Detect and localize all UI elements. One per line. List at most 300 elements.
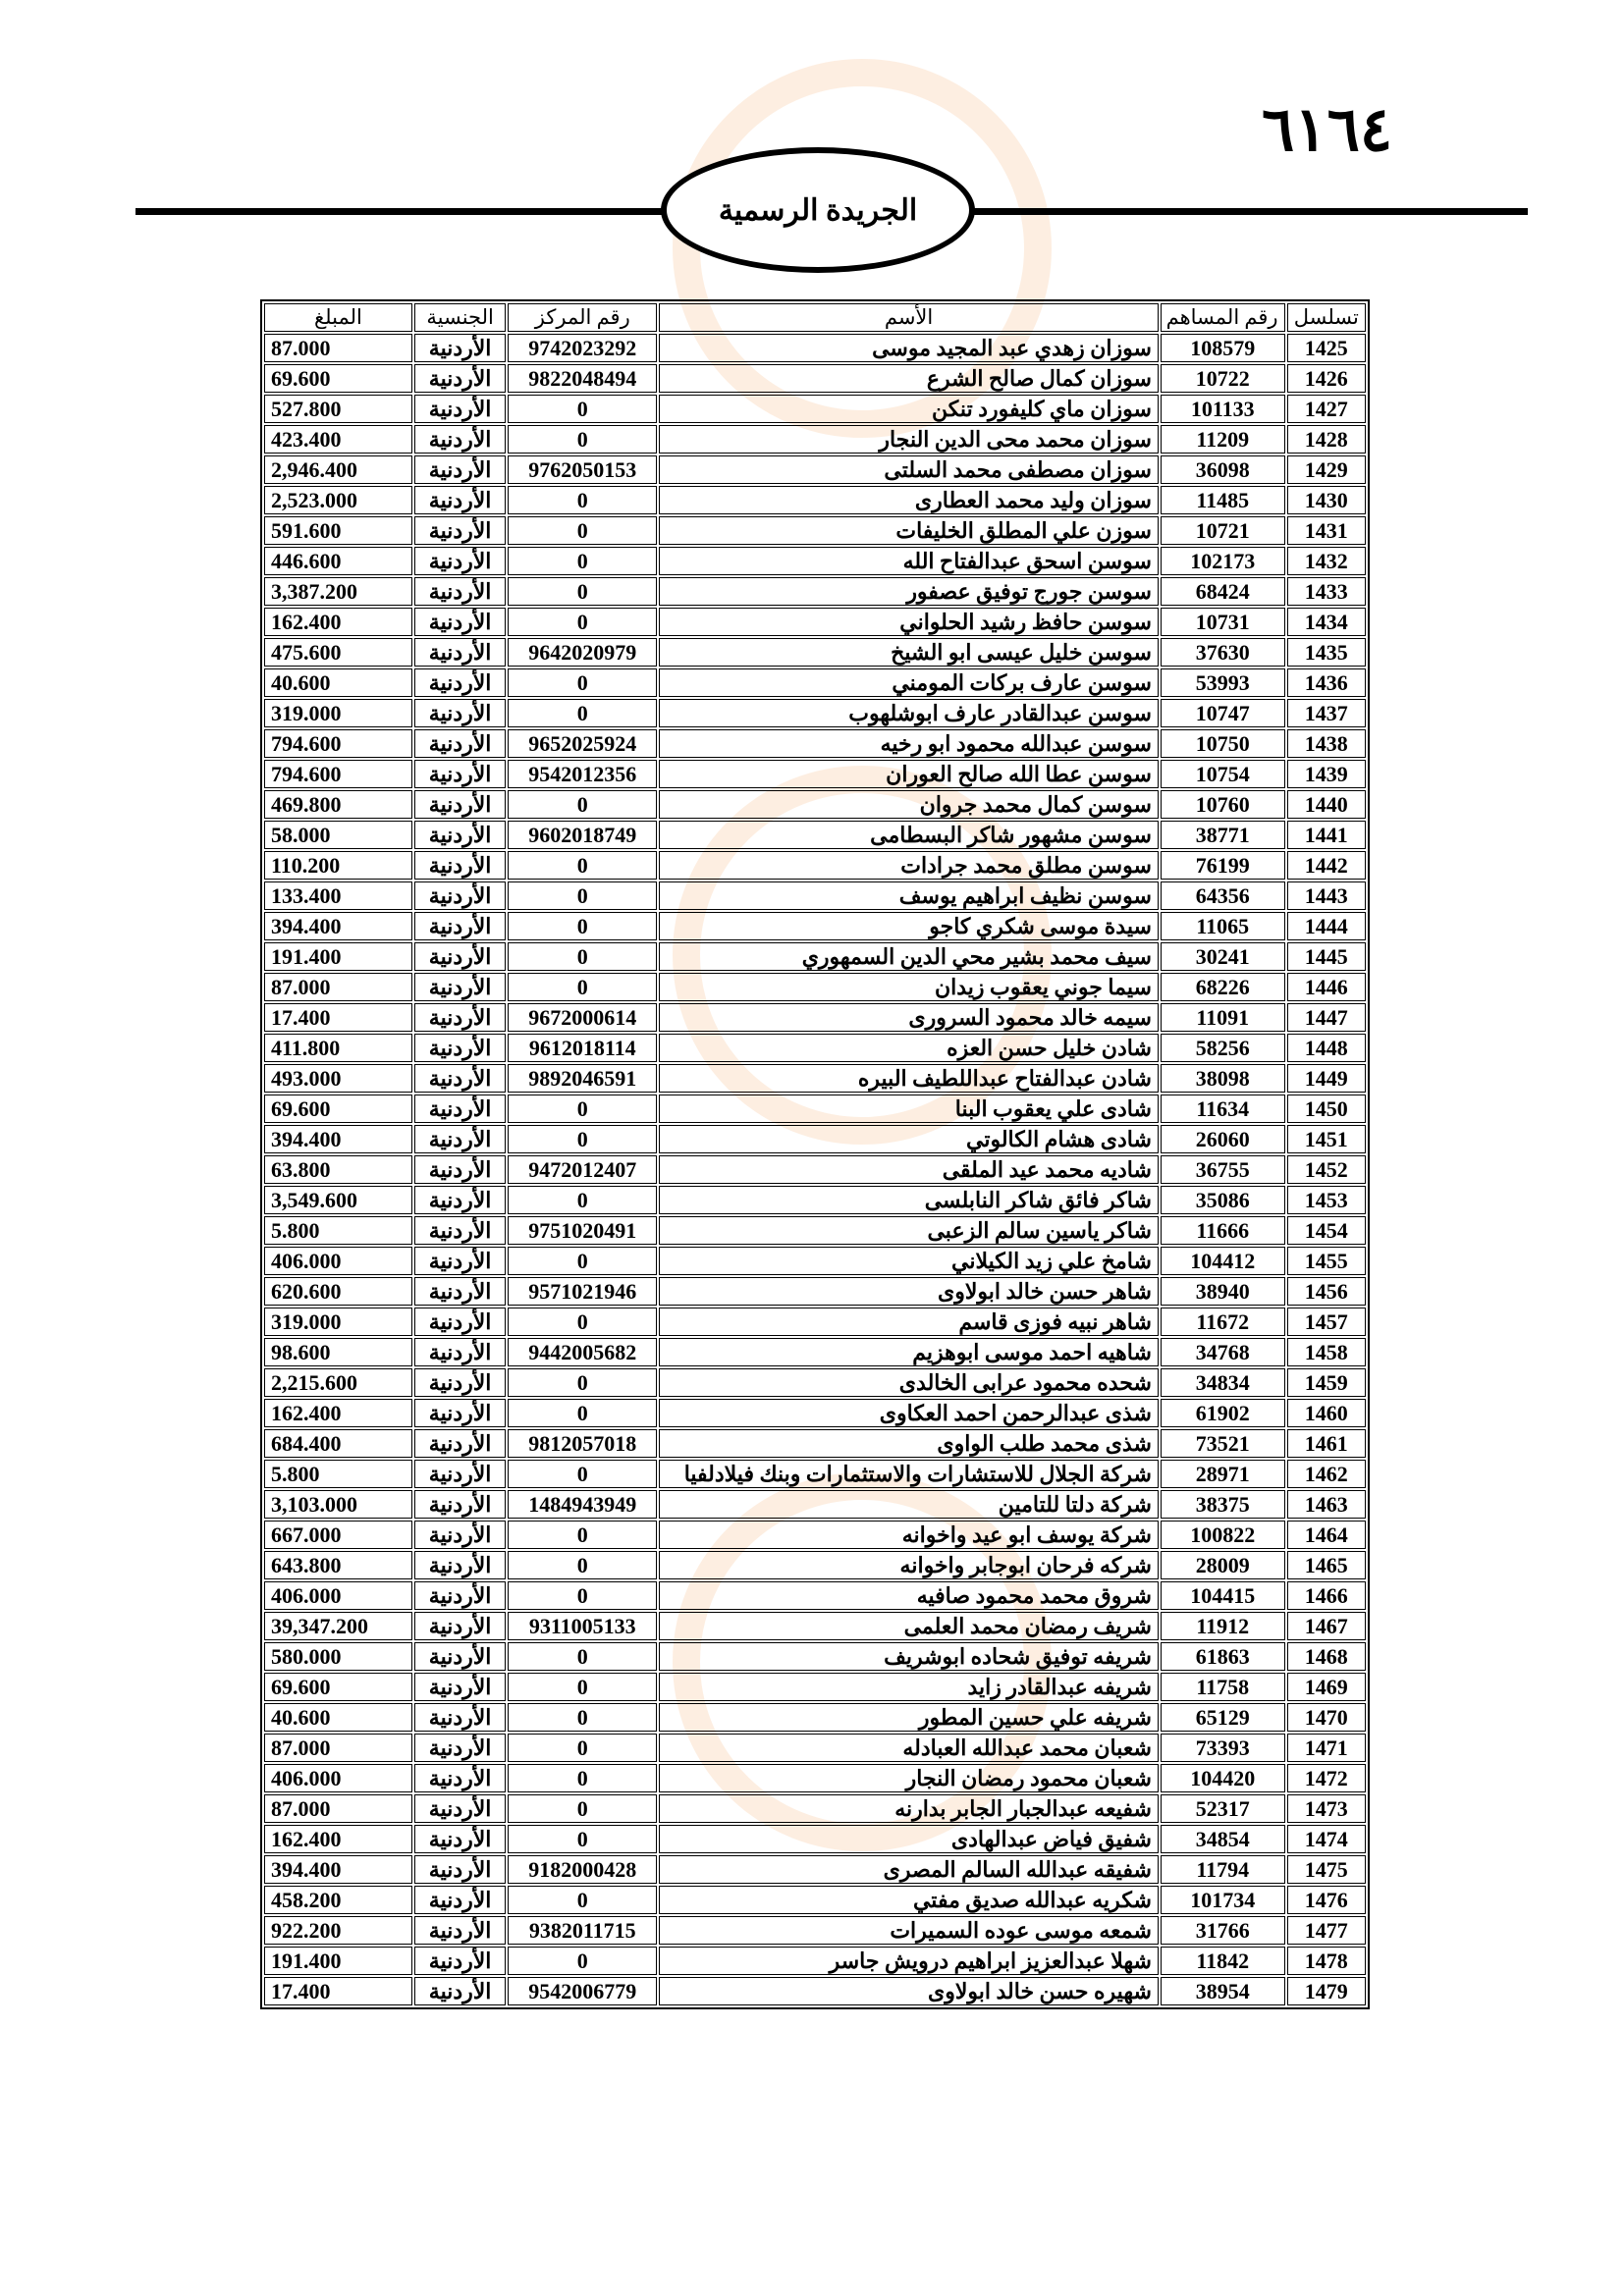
cell-center-no: 0 bbox=[508, 1642, 657, 1671]
cell-name: شهلا عبدالعزيز ابراهيم درويش جاسر bbox=[659, 1947, 1159, 1975]
cell-name: سوزن علي المطلق الخليفات bbox=[659, 516, 1159, 545]
cell-nationality: الأردنية bbox=[414, 942, 507, 971]
table-row bbox=[264, 1521, 1366, 1549]
cell-name: شحده محمود عرابى الخالدى bbox=[659, 1368, 1159, 1397]
cell-amount: 87.000 bbox=[264, 973, 412, 1001]
cell-amount: 110.200 bbox=[264, 851, 412, 880]
cell-nationality: الأردنية bbox=[414, 1642, 507, 1671]
cell-serial: 1456 bbox=[1287, 1277, 1366, 1306]
cell-serial: 1474 bbox=[1287, 1825, 1366, 1853]
cell-contributor-no: 35086 bbox=[1161, 1186, 1285, 1214]
table-row bbox=[264, 760, 1366, 788]
cell-center-no: 0 bbox=[508, 1734, 657, 1762]
cell-serial: 1450 bbox=[1287, 1095, 1366, 1123]
cell-contributor-no: 10760 bbox=[1161, 790, 1285, 819]
header-nationality: الجنسية bbox=[414, 303, 507, 332]
cell-amount: 493.000 bbox=[264, 1064, 412, 1093]
cell-amount: 406.000 bbox=[264, 1764, 412, 1792]
cell-name: شاهيه احمد موسى ابوهزيم bbox=[659, 1338, 1159, 1366]
cell-contributor-no: 38940 bbox=[1161, 1277, 1285, 1306]
cell-name: سوسن عطا الله صالح العوران bbox=[659, 760, 1159, 788]
cell-amount: 794.600 bbox=[264, 729, 412, 758]
cell-name: سوزان ماي كليفورد تنكن bbox=[659, 395, 1159, 423]
cell-contributor-no: 61863 bbox=[1161, 1642, 1285, 1671]
cell-amount: 3,549.600 bbox=[264, 1186, 412, 1214]
cell-nationality: الأردنية bbox=[414, 395, 507, 423]
cell-center-no: 9812057018 bbox=[508, 1429, 657, 1458]
cell-amount: 406.000 bbox=[264, 1247, 412, 1275]
cell-name: شاكر ياسين سالم الزعبى bbox=[659, 1216, 1159, 1245]
cell-amount: 40.600 bbox=[264, 1703, 412, 1732]
cell-contributor-no: 26060 bbox=[1161, 1125, 1285, 1153]
cell-name: شادن خليل حسن العزه bbox=[659, 1034, 1159, 1062]
cell-serial: 1441 bbox=[1287, 821, 1366, 849]
cell-nationality: الأردنية bbox=[414, 1703, 507, 1732]
cell-nationality: الأردنية bbox=[414, 1338, 507, 1366]
table-row bbox=[264, 1064, 1366, 1093]
cell-serial: 1469 bbox=[1287, 1673, 1366, 1701]
cell-center-no: 9822048494 bbox=[508, 364, 657, 393]
cell-center-no: 0 bbox=[508, 912, 657, 940]
cell-amount: 394.400 bbox=[264, 912, 412, 940]
cell-serial: 1461 bbox=[1287, 1429, 1366, 1458]
table-row bbox=[264, 1551, 1366, 1579]
cell-center-no: 0 bbox=[508, 1673, 657, 1701]
table-row bbox=[264, 1764, 1366, 1792]
cell-center-no: 0 bbox=[508, 881, 657, 910]
cell-contributor-no: 36098 bbox=[1161, 455, 1285, 484]
cell-contributor-no: 38954 bbox=[1161, 1977, 1285, 2005]
cell-serial: 1478 bbox=[1287, 1947, 1366, 1975]
cell-name: سوسن عبدالقادر عارف ابوشلهوب bbox=[659, 699, 1159, 727]
header-serial: تسلسل bbox=[1287, 303, 1366, 332]
cell-nationality: الأردنية bbox=[414, 1186, 507, 1214]
cell-contributor-no: 11666 bbox=[1161, 1216, 1285, 1245]
cell-nationality: الأردنية bbox=[414, 1034, 507, 1062]
cell-contributor-no: 104415 bbox=[1161, 1581, 1285, 1610]
cell-center-no: 9542006779 bbox=[508, 1977, 657, 2005]
cell-contributor-no: 61902 bbox=[1161, 1399, 1285, 1427]
cell-name: شفيقه عبدالله السالم المصرى bbox=[659, 1855, 1159, 1884]
cell-name: شاديه محمد عيد الملقى bbox=[659, 1155, 1159, 1184]
cell-amount: 133.400 bbox=[264, 881, 412, 910]
cell-center-no: 0 bbox=[508, 942, 657, 971]
cell-nationality: الأردنية bbox=[414, 973, 507, 1001]
cell-serial: 1472 bbox=[1287, 1764, 1366, 1792]
cell-amount: 684.400 bbox=[264, 1429, 412, 1458]
cell-nationality: الأردنية bbox=[414, 1125, 507, 1153]
cell-serial: 1453 bbox=[1287, 1186, 1366, 1214]
cell-name: سوزان وليد محمد العطارى bbox=[659, 486, 1159, 514]
cell-amount: 40.600 bbox=[264, 668, 412, 697]
cell-contributor-no: 73393 bbox=[1161, 1734, 1285, 1762]
table-row bbox=[264, 638, 1366, 667]
cell-nationality: الأردنية bbox=[414, 729, 507, 758]
cell-name: سوسن عارف بركات المومني bbox=[659, 668, 1159, 697]
cell-serial: 1425 bbox=[1287, 334, 1366, 362]
cell-amount: 162.400 bbox=[264, 1825, 412, 1853]
cell-contributor-no: 34834 bbox=[1161, 1368, 1285, 1397]
table-row bbox=[264, 1186, 1366, 1214]
cell-amount: 3,387.200 bbox=[264, 577, 412, 606]
page-number: ٦١٦٤ bbox=[1262, 97, 1393, 164]
table-row bbox=[264, 1308, 1366, 1336]
cell-nationality: الأردنية bbox=[414, 851, 507, 880]
table-row bbox=[264, 912, 1366, 940]
cell-center-no: 0 bbox=[508, 486, 657, 514]
cell-amount: 620.600 bbox=[264, 1277, 412, 1306]
cell-center-no: 0 bbox=[508, 1764, 657, 1792]
cell-name: سيدة موسى شكري كاجو bbox=[659, 912, 1159, 940]
cell-name: شروق محمد محمود صافيه bbox=[659, 1581, 1159, 1610]
cell-contributor-no: 11794 bbox=[1161, 1855, 1285, 1884]
cell-nationality: الأردنية bbox=[414, 1977, 507, 2005]
cell-serial: 1430 bbox=[1287, 486, 1366, 514]
cell-amount: 922.200 bbox=[264, 1916, 412, 1945]
cell-serial: 1477 bbox=[1287, 1916, 1366, 1945]
cell-contributor-no: 11758 bbox=[1161, 1673, 1285, 1701]
cell-amount: 394.400 bbox=[264, 1125, 412, 1153]
cell-nationality: الأردنية bbox=[414, 1277, 507, 1306]
cell-center-no: 9672000614 bbox=[508, 1003, 657, 1032]
cell-nationality: الأردنية bbox=[414, 1247, 507, 1275]
cell-name: شاهر نبيه فوزى قاسم bbox=[659, 1308, 1159, 1336]
cell-serial: 1440 bbox=[1287, 790, 1366, 819]
cell-serial: 1427 bbox=[1287, 395, 1366, 423]
cell-center-no: 9742023292 bbox=[508, 334, 657, 362]
cell-contributor-no: 11634 bbox=[1161, 1095, 1285, 1123]
cell-amount: 794.600 bbox=[264, 760, 412, 788]
cell-center-no: 0 bbox=[508, 1825, 657, 1853]
cell-name: سوسن كمال محمد جروان bbox=[659, 790, 1159, 819]
cell-amount: 527.800 bbox=[264, 395, 412, 423]
table-row bbox=[264, 1399, 1366, 1427]
table-row bbox=[264, 1886, 1366, 1914]
cell-amount: 69.600 bbox=[264, 1095, 412, 1123]
cell-name: شريفه عبدالقادر زايد bbox=[659, 1673, 1159, 1701]
table-row bbox=[264, 516, 1366, 545]
header-name: الأسم bbox=[659, 303, 1159, 332]
cell-serial: 1465 bbox=[1287, 1551, 1366, 1579]
cell-nationality: الأردنية bbox=[414, 1734, 507, 1762]
table-row bbox=[264, 608, 1366, 636]
cell-center-no: 0 bbox=[508, 1947, 657, 1975]
cell-serial: 1444 bbox=[1287, 912, 1366, 940]
cell-name: شركة يوسف ابو عيد واخوانه bbox=[659, 1521, 1159, 1549]
cell-name: شكريه عبدالله صديق مفتي bbox=[659, 1886, 1159, 1914]
cell-nationality: الأردنية bbox=[414, 912, 507, 940]
cell-nationality: الأردنية bbox=[414, 699, 507, 727]
cell-serial: 1459 bbox=[1287, 1368, 1366, 1397]
cell-center-no: 0 bbox=[508, 1125, 657, 1153]
shareholders-table bbox=[260, 299, 1370, 2009]
cell-center-no: 9762050153 bbox=[508, 455, 657, 484]
cell-serial: 1429 bbox=[1287, 455, 1366, 484]
table-row bbox=[264, 1003, 1366, 1032]
cell-contributor-no: 10747 bbox=[1161, 699, 1285, 727]
cell-amount: 2,946.400 bbox=[264, 455, 412, 484]
table-row bbox=[264, 1277, 1366, 1306]
cell-contributor-no: 38098 bbox=[1161, 1064, 1285, 1093]
cell-name: شريفه توفيق شحاده ابوشريف bbox=[659, 1642, 1159, 1671]
table-row bbox=[264, 395, 1366, 423]
cell-center-no: 9612018114 bbox=[508, 1034, 657, 1062]
table-row bbox=[264, 1855, 1366, 1884]
cell-serial: 1457 bbox=[1287, 1308, 1366, 1336]
cell-nationality: الأردنية bbox=[414, 1886, 507, 1914]
cell-name: شذى عبدالرحمن احمد العكاوى bbox=[659, 1399, 1159, 1427]
cell-contributor-no: 101133 bbox=[1161, 395, 1285, 423]
cell-name: سوزان محمد محى الدين النجار bbox=[659, 425, 1159, 454]
cell-amount: 3,103.000 bbox=[264, 1490, 412, 1519]
cell-center-no: 0 bbox=[508, 790, 657, 819]
cell-nationality: الأردنية bbox=[414, 1490, 507, 1519]
cell-serial: 1475 bbox=[1287, 1855, 1366, 1884]
cell-center-no: 0 bbox=[508, 1460, 657, 1488]
cell-center-no: 0 bbox=[508, 1886, 657, 1914]
cell-nationality: الأردنية bbox=[414, 1612, 507, 1640]
cell-amount: 63.800 bbox=[264, 1155, 412, 1184]
cell-center-no: 9652025924 bbox=[508, 729, 657, 758]
cell-name: شفيعه عبدالجبار الجابر بدارنه bbox=[659, 1794, 1159, 1823]
cell-nationality: الأردنية bbox=[414, 608, 507, 636]
cell-name: شامخ علي زيد الكيلاني bbox=[659, 1247, 1159, 1275]
cell-serial: 1446 bbox=[1287, 973, 1366, 1001]
cell-contributor-no: 68424 bbox=[1161, 577, 1285, 606]
cell-serial: 1447 bbox=[1287, 1003, 1366, 1032]
table-row bbox=[264, 790, 1366, 819]
cell-contributor-no: 11209 bbox=[1161, 425, 1285, 454]
cell-nationality: الأردنية bbox=[414, 1855, 507, 1884]
cell-serial: 1458 bbox=[1287, 1338, 1366, 1366]
cell-center-no: 9311005133 bbox=[508, 1612, 657, 1640]
cell-contributor-no: 11065 bbox=[1161, 912, 1285, 940]
cell-contributor-no: 38771 bbox=[1161, 821, 1285, 849]
cell-nationality: الأردنية bbox=[414, 881, 507, 910]
cell-serial: 1479 bbox=[1287, 1977, 1366, 2005]
cell-name: شريف رمضان محمد العلمى bbox=[659, 1612, 1159, 1640]
cell-center-no: 0 bbox=[508, 516, 657, 545]
table-row bbox=[264, 1216, 1366, 1245]
cell-amount: 469.800 bbox=[264, 790, 412, 819]
cell-contributor-no: 34768 bbox=[1161, 1338, 1285, 1366]
cell-contributor-no: 58256 bbox=[1161, 1034, 1285, 1062]
table-row bbox=[264, 699, 1366, 727]
cell-amount: 87.000 bbox=[264, 334, 412, 362]
cell-center-no: 0 bbox=[508, 1521, 657, 1549]
cell-contributor-no: 104412 bbox=[1161, 1247, 1285, 1275]
table-row bbox=[264, 1794, 1366, 1823]
cell-nationality: الأردنية bbox=[414, 668, 507, 697]
cell-contributor-no: 28009 bbox=[1161, 1551, 1285, 1579]
table-row bbox=[264, 1095, 1366, 1123]
cell-nationality: الأردنية bbox=[414, 1460, 507, 1488]
cell-nationality: الأردنية bbox=[414, 1216, 507, 1245]
table-row bbox=[264, 1673, 1366, 1701]
cell-contributor-no: 11485 bbox=[1161, 486, 1285, 514]
cell-center-no: 0 bbox=[508, 1308, 657, 1336]
table-row bbox=[264, 1947, 1366, 1975]
cell-nationality: الأردنية bbox=[414, 1764, 507, 1792]
cell-amount: 58.000 bbox=[264, 821, 412, 849]
table-row bbox=[264, 1460, 1366, 1488]
cell-contributor-no: 65129 bbox=[1161, 1703, 1285, 1732]
cell-nationality: الأردنية bbox=[414, 455, 507, 484]
cell-amount: 17.400 bbox=[264, 1977, 412, 2005]
cell-name: سيمه خالد محمود السرورى bbox=[659, 1003, 1159, 1032]
table-row bbox=[264, 1125, 1366, 1153]
table-row bbox=[264, 1977, 1366, 2005]
cell-amount: 446.600 bbox=[264, 547, 412, 575]
cell-contributor-no: 52317 bbox=[1161, 1794, 1285, 1823]
cell-serial: 1428 bbox=[1287, 425, 1366, 454]
cell-center-no: 0 bbox=[508, 1794, 657, 1823]
cell-nationality: الأردنية bbox=[414, 1551, 507, 1579]
cell-name: سوسن اسحق عبدالفتاح الله bbox=[659, 547, 1159, 575]
cell-nationality: الأردنية bbox=[414, 1825, 507, 1853]
cell-center-no: 0 bbox=[508, 1703, 657, 1732]
cell-name: سوسن مشهور شاكر البسطامى bbox=[659, 821, 1159, 849]
cell-center-no: 0 bbox=[508, 1368, 657, 1397]
cell-serial: 1455 bbox=[1287, 1247, 1366, 1275]
table-header-row bbox=[264, 303, 1366, 332]
cell-nationality: الأردنية bbox=[414, 790, 507, 819]
cell-name: شركة دلتا للتامين bbox=[659, 1490, 1159, 1519]
table-row bbox=[264, 1612, 1366, 1640]
cell-center-no: 0 bbox=[508, 395, 657, 423]
cell-center-no: 0 bbox=[508, 1247, 657, 1275]
cell-name: شفيق فياض عبدالهادى bbox=[659, 1825, 1159, 1853]
cell-nationality: الأردنية bbox=[414, 1155, 507, 1184]
cell-amount: 2,215.600 bbox=[264, 1368, 412, 1397]
cell-name: سوزان كمال صالح الشرع bbox=[659, 364, 1159, 393]
cell-amount: 643.800 bbox=[264, 1551, 412, 1579]
table-row bbox=[264, 851, 1366, 880]
cell-center-no: 0 bbox=[508, 1399, 657, 1427]
cell-center-no: 9892046591 bbox=[508, 1064, 657, 1093]
cell-serial: 1432 bbox=[1287, 547, 1366, 575]
cell-contributor-no: 36755 bbox=[1161, 1155, 1285, 1184]
cell-contributor-no: 101734 bbox=[1161, 1886, 1285, 1914]
cell-center-no: 0 bbox=[508, 547, 657, 575]
cell-name: شركه فرحان ابوجابر واخوانه bbox=[659, 1551, 1159, 1579]
cell-amount: 17.400 bbox=[264, 1003, 412, 1032]
cell-name: شادن عبدالفتاح عبداللطيف البيره bbox=[659, 1064, 1159, 1093]
cell-nationality: الأردنية bbox=[414, 760, 507, 788]
cell-center-no: 9442005682 bbox=[508, 1338, 657, 1366]
cell-serial: 1468 bbox=[1287, 1642, 1366, 1671]
cell-name: شركة الجلال للاستشارات والاستثمارات وبنك فيلادلفيا bbox=[659, 1460, 1159, 1488]
cell-center-no: 9602018749 bbox=[508, 821, 657, 849]
cell-name: شادى هشام الكالوتي bbox=[659, 1125, 1159, 1153]
cell-contributor-no: 10721 bbox=[1161, 516, 1285, 545]
cell-nationality: الأردنية bbox=[414, 1308, 507, 1336]
cell-serial: 1454 bbox=[1287, 1216, 1366, 1245]
cell-contributor-no: 10754 bbox=[1161, 760, 1285, 788]
table-row bbox=[264, 1247, 1366, 1275]
table-row bbox=[264, 1155, 1366, 1184]
cell-nationality: الأردنية bbox=[414, 1003, 507, 1032]
cell-center-no: 9382011715 bbox=[508, 1916, 657, 1945]
cell-serial: 1438 bbox=[1287, 729, 1366, 758]
cell-nationality: الأردنية bbox=[414, 577, 507, 606]
cell-name: سوسن عبدالله محمود ابو رخيه bbox=[659, 729, 1159, 758]
cell-amount: 87.000 bbox=[264, 1794, 412, 1823]
cell-center-no: 0 bbox=[508, 973, 657, 1001]
cell-serial: 1470 bbox=[1287, 1703, 1366, 1732]
cell-name: سوسن خليل عيسى ابو الشيخ bbox=[659, 638, 1159, 667]
cell-amount: 162.400 bbox=[264, 1399, 412, 1427]
header-center-no: رقم المركز bbox=[508, 303, 657, 332]
cell-center-no: 9472012407 bbox=[508, 1155, 657, 1184]
cell-serial: 1452 bbox=[1287, 1155, 1366, 1184]
cell-center-no: 9751020491 bbox=[508, 1216, 657, 1245]
table-row bbox=[264, 729, 1366, 758]
cell-serial: 1471 bbox=[1287, 1734, 1366, 1762]
cell-name: سيما جوني يعقوب زيدان bbox=[659, 973, 1159, 1001]
cell-serial: 1433 bbox=[1287, 577, 1366, 606]
table-row bbox=[264, 334, 1366, 362]
cell-name: شاكر فائق شاكر النابلسى bbox=[659, 1186, 1159, 1214]
cell-name: شذى محمد طلب الواوى bbox=[659, 1429, 1159, 1458]
cell-serial: 1449 bbox=[1287, 1064, 1366, 1093]
cell-center-no: 9182000428 bbox=[508, 1855, 657, 1884]
cell-serial: 1463 bbox=[1287, 1490, 1366, 1519]
table-row bbox=[264, 1490, 1366, 1519]
cell-amount: 394.400 bbox=[264, 1855, 412, 1884]
cell-serial: 1445 bbox=[1287, 942, 1366, 971]
cell-nationality: الأردنية bbox=[414, 1794, 507, 1823]
cell-center-no: 0 bbox=[508, 1551, 657, 1579]
cell-name: سوسن حافظ رشيد الحلواني bbox=[659, 608, 1159, 636]
table-row bbox=[264, 486, 1366, 514]
cell-serial: 1467 bbox=[1287, 1612, 1366, 1640]
cell-amount: 69.600 bbox=[264, 1673, 412, 1701]
cell-amount: 319.000 bbox=[264, 1308, 412, 1336]
cell-serial: 1451 bbox=[1287, 1125, 1366, 1153]
cell-serial: 1464 bbox=[1287, 1521, 1366, 1549]
cell-name: شهيره حسن خالد ابولاوى bbox=[659, 1977, 1159, 2005]
cell-contributor-no: 34854 bbox=[1161, 1825, 1285, 1853]
table-row bbox=[264, 1581, 1366, 1610]
cell-name: شمعه موسى عوده السميرات bbox=[659, 1916, 1159, 1945]
cell-serial: 1442 bbox=[1287, 851, 1366, 880]
cell-amount: 411.800 bbox=[264, 1034, 412, 1062]
cell-amount: 69.600 bbox=[264, 364, 412, 393]
cell-serial: 1439 bbox=[1287, 760, 1366, 788]
cell-nationality: الأردنية bbox=[414, 334, 507, 362]
cell-amount: 319.000 bbox=[264, 699, 412, 727]
cell-nationality: الأردنية bbox=[414, 638, 507, 667]
cell-contributor-no: 30241 bbox=[1161, 942, 1285, 971]
table-row bbox=[264, 547, 1366, 575]
table-row bbox=[264, 1703, 1366, 1732]
cell-amount: 162.400 bbox=[264, 608, 412, 636]
cell-nationality: الأردنية bbox=[414, 364, 507, 393]
cell-name: سوسن جورج توفيق عصفور bbox=[659, 577, 1159, 606]
cell-nationality: الأردنية bbox=[414, 486, 507, 514]
table-row bbox=[264, 1338, 1366, 1366]
cell-nationality: الأردنية bbox=[414, 425, 507, 454]
cell-nationality: الأردنية bbox=[414, 1947, 507, 1975]
cell-contributor-no: 10750 bbox=[1161, 729, 1285, 758]
table-row bbox=[264, 821, 1366, 849]
cell-center-no: 9542012356 bbox=[508, 760, 657, 788]
cell-serial: 1426 bbox=[1287, 364, 1366, 393]
cell-serial: 1436 bbox=[1287, 668, 1366, 697]
cell-center-no: 0 bbox=[508, 1186, 657, 1214]
cell-contributor-no: 100822 bbox=[1161, 1521, 1285, 1549]
